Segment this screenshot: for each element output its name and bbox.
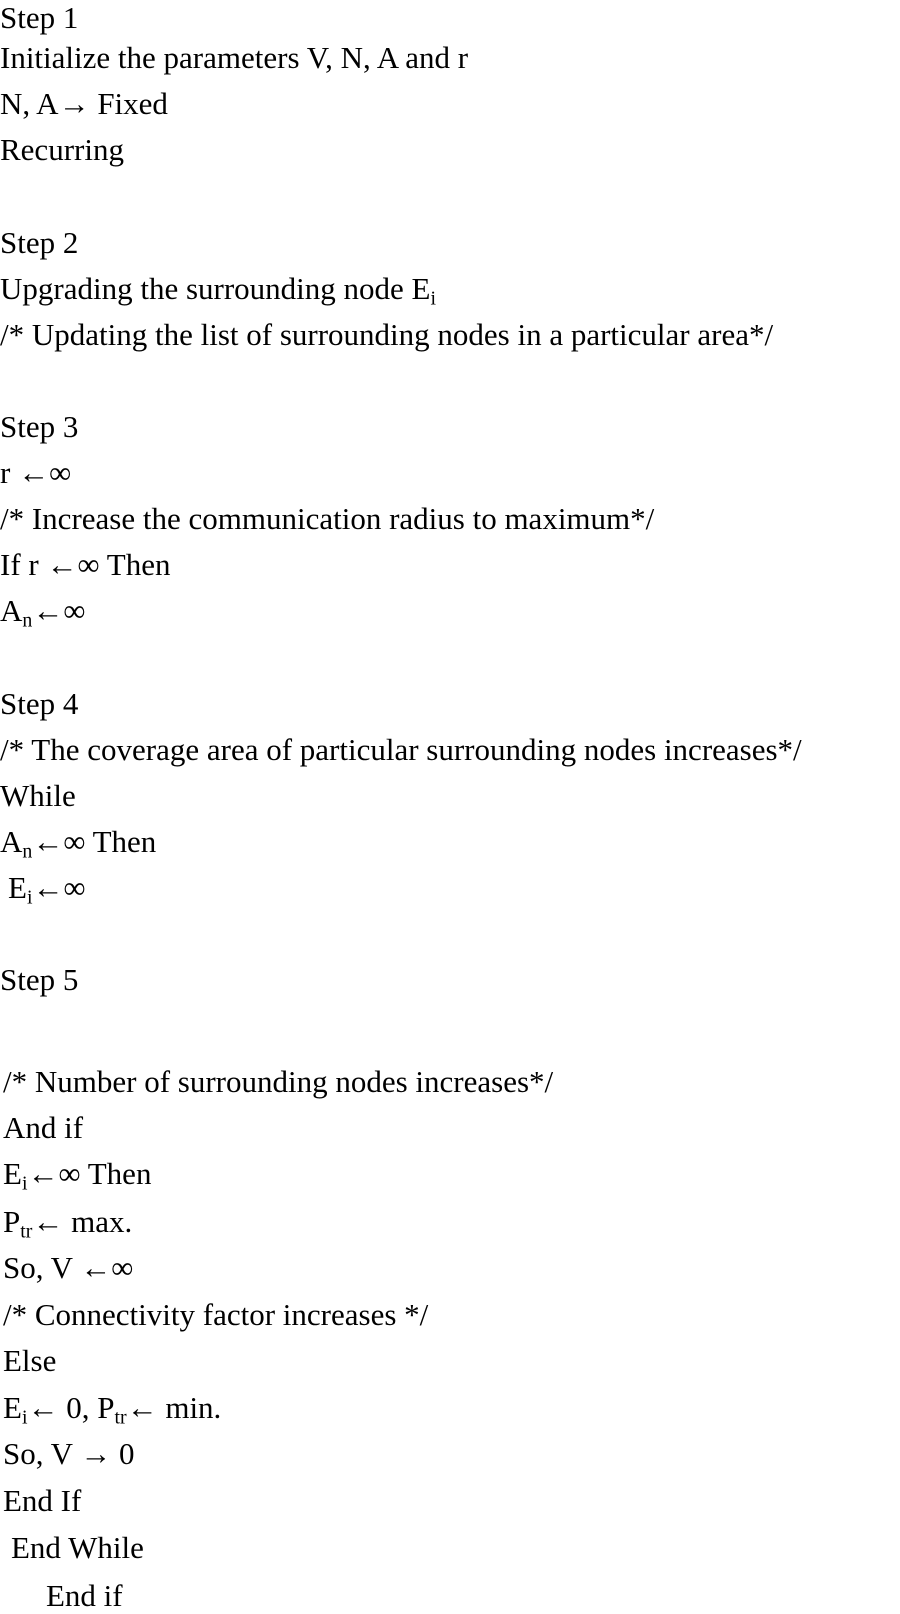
algorithm-line	[3, 1436, 135, 1472]
line-text: /* Number of surrounding nodes increases*/	[3, 1064, 554, 1099]
algorithm-line	[0, 962, 78, 998]
subscript-text: i	[21, 1406, 28, 1429]
line-text: ←∞ Then	[32, 824, 157, 859]
line-text: Initialize the parameters V, N, A and r	[0, 40, 469, 75]
algorithm-line	[0, 317, 773, 353]
algorithm-line	[0, 824, 157, 863]
line-text: E	[3, 1390, 22, 1425]
line-text: E	[3, 1156, 22, 1191]
algorithm-line	[11, 1530, 144, 1566]
subscript-text: i	[21, 1172, 28, 1195]
subscript-text: i	[26, 886, 33, 909]
algorithm-line	[0, 686, 78, 722]
algorithm-line	[3, 1156, 152, 1195]
algorithm-line	[0, 0, 78, 36]
algorithm-line	[0, 455, 71, 491]
algorithm-line	[3, 1390, 222, 1429]
line-text: /* Increase the communication radius to maximum*/	[0, 501, 655, 536]
line-text: ←∞ Then	[27, 1156, 152, 1191]
subscript-text: i	[430, 287, 436, 310]
algorithm-line	[0, 132, 124, 168]
line-text: Step 4	[0, 686, 79, 721]
line-text: So, V → 0	[3, 1436, 135, 1471]
line-text: Step 2	[0, 225, 79, 260]
line-text: Step 5	[0, 962, 79, 997]
line-text: End While	[11, 1530, 144, 1565]
line-text: Step 1	[0, 0, 79, 35]
algorithm-line	[3, 1110, 83, 1146]
line-text: Else	[3, 1343, 57, 1378]
line-text: ← max.	[32, 1204, 133, 1239]
line-text: /* The coverage area of particular surrounding nodes increases*/	[0, 732, 802, 767]
algorithm-line	[3, 1483, 81, 1519]
line-text: If r ←∞ Then	[0, 547, 171, 582]
line-text: A	[0, 593, 23, 628]
algorithm-line	[0, 225, 78, 261]
line-text: And if	[3, 1110, 84, 1145]
line-text: ← 0, P	[27, 1390, 115, 1425]
algorithm-line	[0, 40, 468, 76]
line-text: End If	[3, 1483, 82, 1518]
line-text: /* Connectivity factor increases */	[3, 1297, 429, 1332]
algorithm-line	[3, 1297, 428, 1333]
subscript-text: tr	[20, 1220, 33, 1243]
line-text: So, V ←∞	[3, 1250, 134, 1285]
algorithm-line	[3, 1343, 56, 1379]
algorithm-line	[3, 1204, 133, 1243]
line-text: Upgrading the surrounding node E	[0, 271, 431, 306]
line-text: A	[0, 824, 23, 859]
line-text: ← min.	[126, 1390, 222, 1425]
algorithm-line	[0, 501, 654, 537]
line-text: End if	[46, 1578, 123, 1613]
subscript-text: n	[22, 840, 33, 863]
line-text: /* Updating the list of surrounding nodes in a particular area*/	[0, 317, 774, 352]
line-text: E	[8, 870, 27, 905]
algorithm-line	[46, 1578, 123, 1614]
line-text: ←∞	[32, 870, 86, 905]
algorithm-line	[0, 409, 78, 445]
algorithm-line	[3, 1250, 133, 1286]
subscript-text: n	[22, 609, 33, 632]
algorithm-line	[8, 870, 86, 909]
algorithm-line	[0, 593, 86, 632]
line-text: P	[3, 1204, 21, 1239]
line-text: N, A→ Fixed	[0, 86, 168, 121]
algorithm-line	[0, 547, 170, 583]
line-text: Step 3	[0, 409, 79, 444]
line-text: Recurring	[0, 132, 124, 167]
algorithm-line	[3, 1064, 553, 1100]
line-text: While	[0, 778, 76, 813]
subscript-text: tr	[114, 1406, 127, 1429]
line-text: ←∞	[32, 593, 86, 628]
line-text: r ←∞	[0, 455, 72, 490]
algorithm-line	[0, 86, 168, 122]
algorithm-line	[0, 732, 802, 768]
algorithm-line	[0, 778, 76, 814]
algorithm-line	[0, 271, 436, 310]
